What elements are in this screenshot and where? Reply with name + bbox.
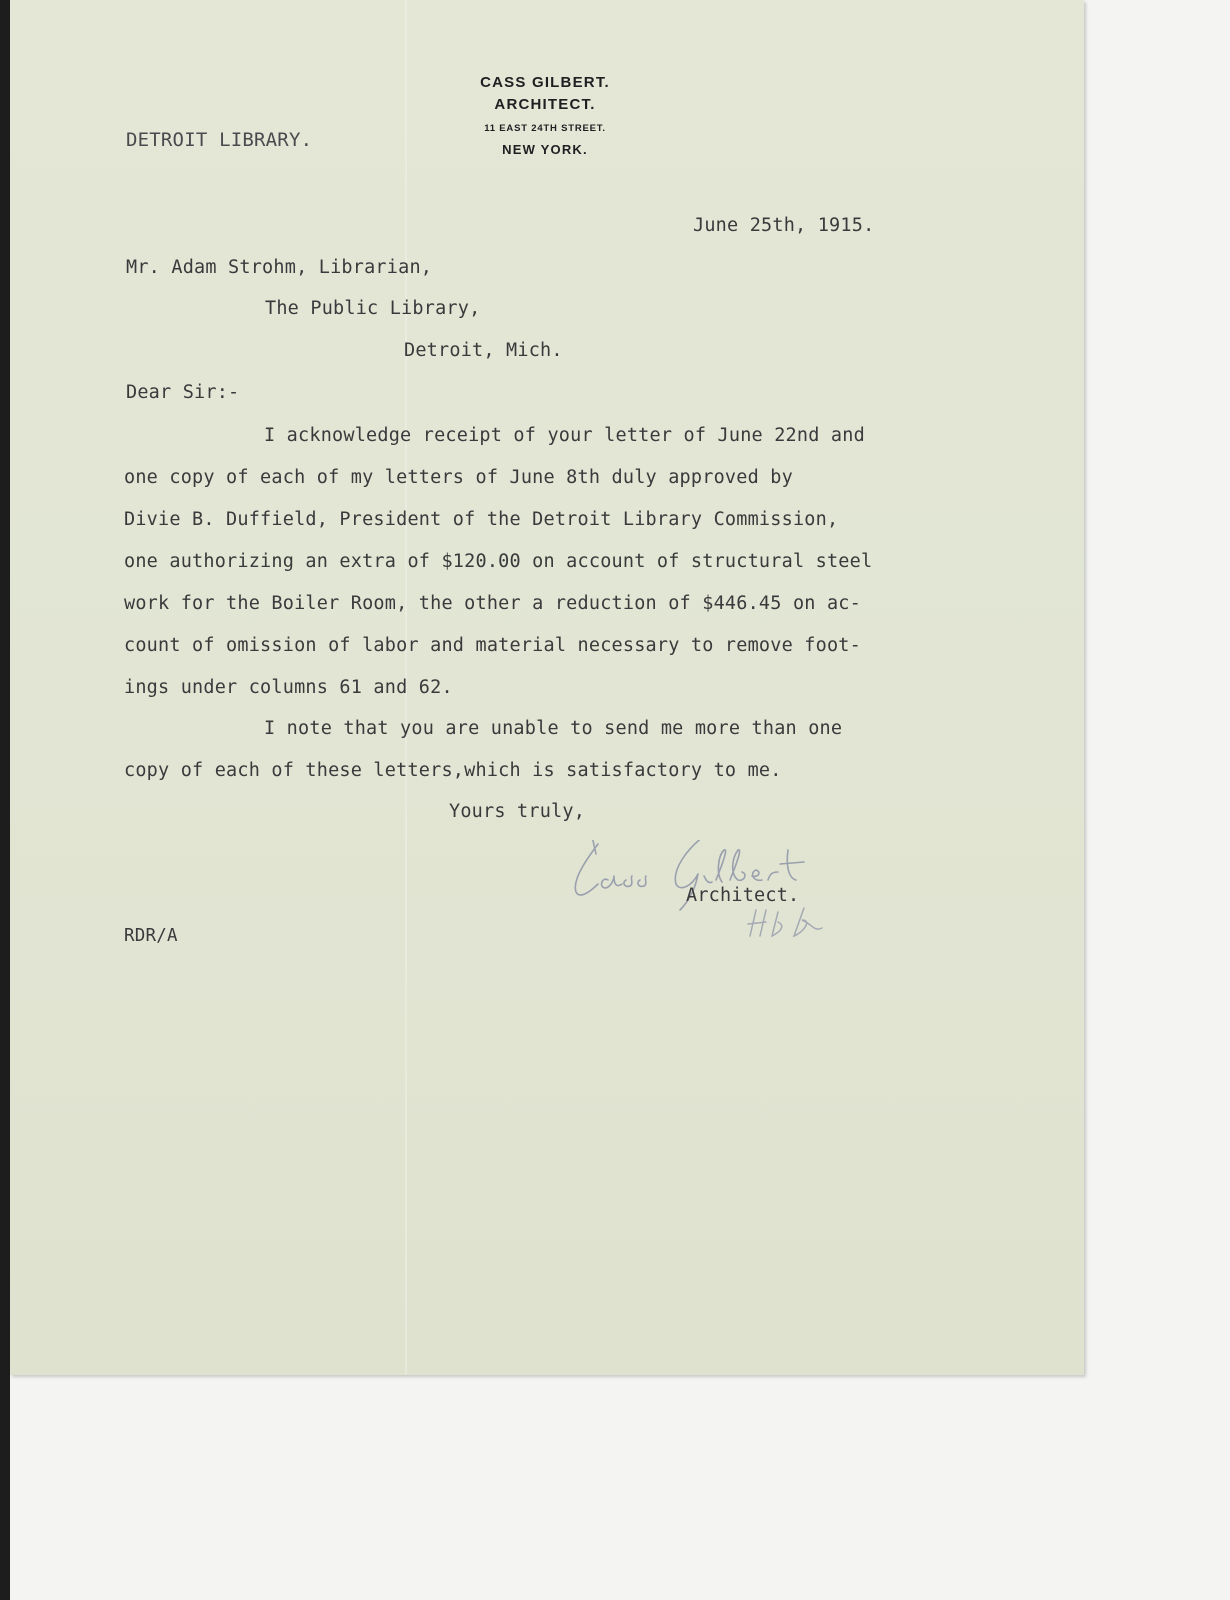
letterhead-name: CASS GILBERT. xyxy=(480,74,610,91)
body-line: copy of each of these letters,which is satisfactory to me. xyxy=(124,760,782,781)
letterhead xyxy=(455,72,635,160)
closing: Yours truly, xyxy=(449,801,586,822)
salutation: Dear Sir:- xyxy=(126,382,240,403)
recipient-line-1: Mr. Adam Strohm, Librarian, xyxy=(126,257,433,278)
letterhead-city: NEW YORK. xyxy=(502,142,588,157)
body-line: one authorizing an extra of $120.00 on account of structural steel xyxy=(124,551,873,572)
body-line: I acknowledge receipt of your letter of June 22nd and xyxy=(264,425,865,446)
body-line: count of omission of labor and material necessary to remove foot- xyxy=(124,635,861,656)
body-line: Divie B. Duffield, President of the Detroit Library Commission, xyxy=(124,509,839,530)
letterhead-street: 11 EAST 24TH STREET. xyxy=(484,123,606,134)
body-line: one copy of each of my letters of June 8th duly approved by xyxy=(124,467,793,488)
letterhead-title: ARCHITECT. xyxy=(494,96,596,113)
recipient-line-2: The Public Library, xyxy=(265,298,481,319)
body-line: ings under columns 61 and 62. xyxy=(124,677,453,698)
body-line: work for the Boiler Room, the other a reduction of $446.45 on ac- xyxy=(124,593,861,614)
scan-left-edge xyxy=(0,0,10,1600)
reference-initials: RDR/A xyxy=(124,926,178,946)
file-heading: DETROIT LIBRARY. xyxy=(126,129,313,151)
recipient-line-3: Detroit, Mich. xyxy=(404,340,563,361)
signature-title: Architect. xyxy=(686,885,800,906)
letter-date: June 25th, 1915. xyxy=(693,215,875,236)
body-line: I note that you are unable to send me more than one xyxy=(264,718,843,739)
